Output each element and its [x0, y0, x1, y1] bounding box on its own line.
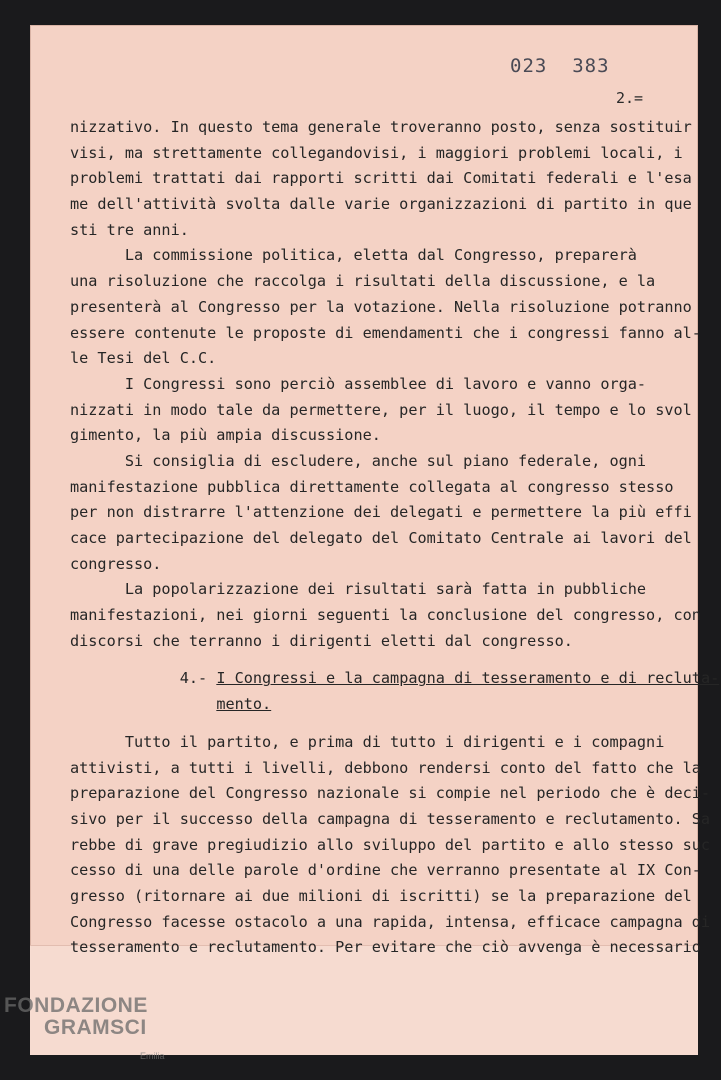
body-text [70, 115, 720, 961]
paragraph [70, 449, 692, 577]
page-number: 2.= [616, 89, 644, 107]
text-line: le Tesi del C.C. [70, 349, 217, 368]
archive-stamp: 023 383 [510, 55, 610, 77]
fondazione-gramsci-watermark [4, 995, 148, 1039]
section-title-part1: I Congressi e la campagna di tesseramento e di recluta- [216, 669, 720, 688]
text-line: problemi trattati dai rapporti scritti dai Comitati federali e l'esa [70, 169, 692, 188]
heading-line [70, 666, 720, 692]
paragraph [70, 730, 711, 961]
paragraph [70, 372, 692, 449]
text-line: cace partecipazione del delegato del Comitato Centrale ai lavori del [70, 529, 692, 547]
text-line: presenterà al Congresso per la votazione. Nella risoluzione potranno [70, 297, 692, 316]
text-line: La commissione politica, eletta dal Congresso, preparerà [70, 246, 637, 265]
text-line: sti tre anni. [70, 220, 189, 239]
text-line: rebbe di grave pregiudizio allo sviluppo del partito e allo stesso suc [70, 835, 711, 854]
text-line: me dell'attività svolta dalle varie organizzazioni di partito in que [70, 195, 692, 214]
section-title-part2: mento. [216, 695, 272, 714]
document-page [30, 25, 720, 1055]
text-line: nizzativo. In questo tema generale troveranno posto, senza sostituir [70, 118, 692, 136]
text-line: visi, ma strettamente collegandovisi, i maggiori problemi locali, i [70, 143, 683, 162]
text-line: gresso (ritornare ai due milioni di iscritti) se la preparazione del [70, 886, 692, 905]
paragraph [70, 577, 701, 654]
watermark-sub: Emilia [140, 1051, 165, 1061]
text-line: congresso. [70, 554, 162, 573]
text-line: essere contenute le proposte di emendamenti che i congressi fanno al- [70, 323, 701, 342]
text-line: tesseramento e reclutamento. Per evitare che ciò avvenga è necessario [70, 938, 701, 957]
text-line: Congresso facesse ostacolo a una rapida, intensa, efficace campagna di [70, 912, 711, 931]
section-gap [70, 718, 680, 730]
text-line: per non distrarre l'attenzione dei delegati e permettere la più effi [70, 503, 692, 522]
text-line: I Congressi sono perciò assemblee di lavoro e vanno orga- [70, 374, 647, 393]
text-line: preparazione del Congresso nazionale si compie nel periodo che è deci- [70, 784, 711, 803]
text-line: attivisti, a tutti i livelli, debbono rendersi conto del fatto che la [70, 758, 701, 777]
text-line: manifestazione pubblica direttamente collegata al congresso stesso [70, 477, 674, 496]
section-gap [70, 654, 680, 666]
text-line: gimento, la più ampia discussione. [70, 426, 381, 445]
watermark-line2: GRAMSCI [44, 1016, 147, 1039]
watermark-line1: FONDAZIONE [4, 994, 148, 1017]
text-line: discorsi che terranno i dirigenti eletti dal congresso. [70, 631, 573, 650]
text-line: manifestazioni, nei giorni seguenti la conclusione del congresso, con [70, 606, 701, 625]
text-line: Tutto il partito, e prima di tutto i dirigenti e i compagni [70, 732, 665, 751]
heading-line [70, 692, 680, 718]
text-line: una risoluzione che raccolga i risultati della discussione, e la [70, 272, 656, 291]
text-line: La popolarizzazione dei risultati sarà fatta in pubbliche [70, 580, 647, 599]
text-line: nizzati in modo tale da permettere, per il luogo, il tempo e lo svol [70, 400, 692, 419]
paragraph [70, 115, 692, 243]
section-number: 4.- [179, 669, 208, 688]
text-line: Si consiglia di escludere, anche sul piano federale, ogni [70, 451, 647, 470]
section-heading [70, 666, 720, 717]
paragraph [70, 243, 701, 371]
text-line: sivo per il successo della campagna di tesseramento e reclutamento. Sa [70, 809, 711, 828]
text-line: cesso di una delle parole d'ordine che verranno presentate al IX Con- [70, 861, 701, 880]
